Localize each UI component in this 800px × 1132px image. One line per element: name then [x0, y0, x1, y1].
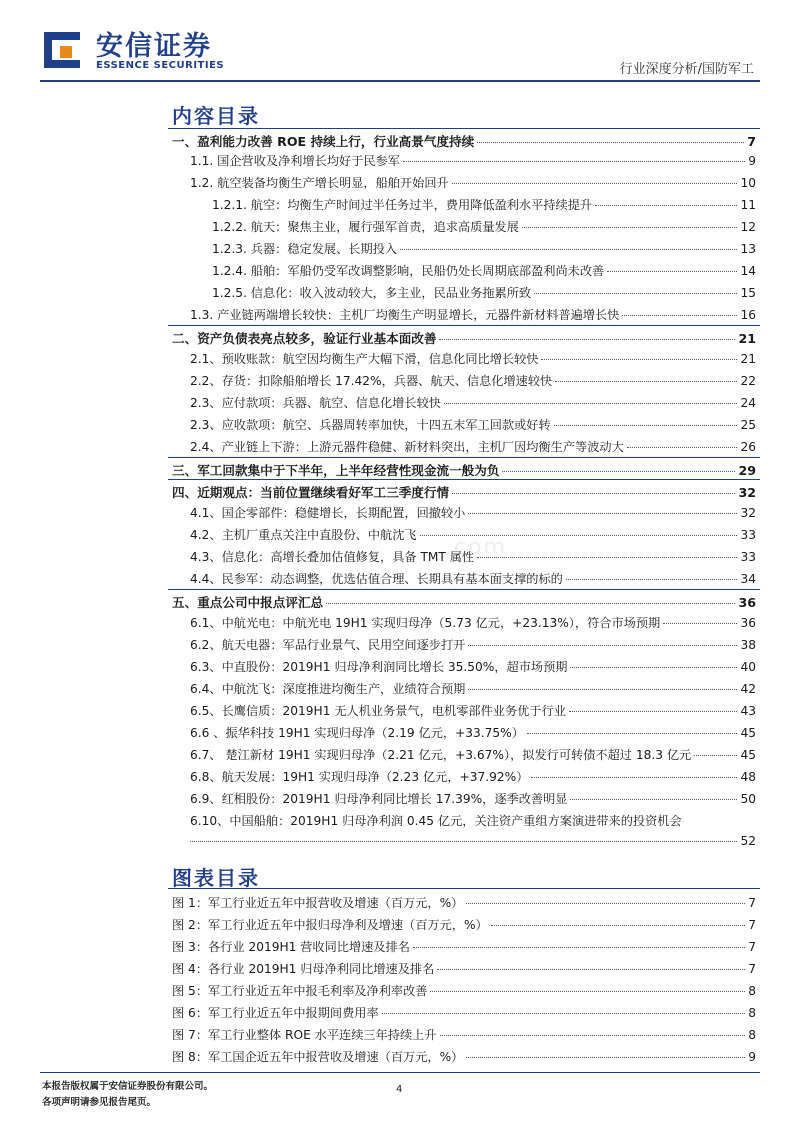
toc-entry-continuation[interactable]: 52 [190, 834, 756, 854]
toc-title: 内容目录 [172, 104, 260, 128]
toc-entry[interactable]: 1.2. 航空装备均衡生产增长明显，船舶开始回升 10 [190, 176, 756, 190]
toc-entry[interactable]: 4.1、国企零部件：稳健增长，长期配置，回撤较小 32 [190, 506, 756, 520]
toc-entry[interactable]: 6.5、长鹰信质：2019H1 无人机业务景气，电机零部件业务优于行业 43 [190, 704, 756, 718]
toc-entry[interactable]: 1.2.2. 航天：聚焦主业，履行强军首责，追求高质量发展 12 [212, 220, 756, 234]
toc-entry[interactable]: 4.4、民参军：动态调整，优选估值合理、长期具有基本面支撑的标的 34 [190, 572, 756, 586]
toc-entry[interactable]: 1.1. 国企营收及净利增长均好于民参军 9 [190, 154, 756, 168]
lof-entry[interactable]: 图 2：军工行业近五年中报归母净利及增速（百万元，%） 7 [172, 918, 756, 932]
toc-entry[interactable]: 2.2、存货：扣除船舶增长 17.42%，兵器、航天、信息化增速较快 22 [190, 374, 756, 388]
lof-divider [168, 888, 760, 889]
toc-divider [168, 479, 760, 480]
toc-entry[interactable]: 2.3、应收款项：航空、兵器周转率加快，十四五末军工回款或好转 25 [190, 418, 756, 432]
toc-entry[interactable]: 6.8、航天发展：19H1 实现归母净（2.23 亿元，+37.92%） 48 [190, 770, 756, 784]
lof-entry[interactable]: 图 1：军工行业近五年中报营收及增速（百万元，%） 7 [172, 896, 756, 910]
lof-entry[interactable]: 图 8：军工国企近五年中报营收及增速（百万元，%） 9 [172, 1050, 756, 1064]
toc-entry[interactable]: 6.1、中航光电：中航光电 19H1 实现归母净（5.73 亿元，+23.13%），符合市场预期 36 [190, 616, 756, 630]
lof-entry[interactable]: 图 6：军工行业近五年中报期间费用率 8 [172, 1006, 756, 1020]
header-divider [40, 80, 760, 82]
toc-entry[interactable]: 1.2.1. 航空：均衡生产时间过半任务过半，费用降低盈利水平持续提升 11 [212, 198, 756, 212]
copyright-notice: 本报告版权属于安信证券股份有限公司。 [42, 1081, 214, 1092]
lof-title: 图表目录 [172, 866, 260, 890]
toc-entry[interactable]: 6.3、中直股份：2019H1 归母净利润同比增长 35.50%，超市场预期 40 [190, 660, 756, 674]
lof-entry[interactable]: 图 3：各行业 2019H1 营收同比增速及排名 7 [172, 940, 756, 954]
toc-divider [168, 457, 760, 458]
lof-entry[interactable]: 图 5：军工行业近五年中报毛利率及净利率改善 8 [172, 984, 756, 998]
toc-entry[interactable]: 三、军工回款集中于下半年，上半年经营性现金流一般为负 29 [172, 463, 756, 478]
toc-entry[interactable]: 6.6 、振华科技 19H1 实现归母净（2.19 亿元，+33.75%） 45 [190, 726, 756, 740]
report-type: 行业深度分析/国防军工 [619, 62, 754, 77]
brand-name-en: ESSENCE SECURITIES [96, 60, 225, 71]
toc-entry[interactable]: 1.2.4. 船舶：军船仍受军改调整影响，民船仍处长周期底部盈利尚未改善 14 [212, 264, 756, 278]
toc-entry[interactable]: 6.10、中国船舶：2019H1 归母净利润 0.45 亿元，关注资产重组方案演进带来的投资机会 [190, 814, 682, 828]
toc-entry[interactable]: 2.4、产业链上下游：上游元器件稳健、新材料突出，主机厂因均衡生产等波动大 26 [190, 440, 756, 454]
page-number: 4 [396, 1084, 403, 1095]
toc-entry[interactable]: 1.2.5. 信息化：收入波动较大，多主业，民品业务拖累所致 15 [212, 286, 756, 300]
toc-entry[interactable]: 1.3. 产业链两端增长较快：主机厂均衡生产明显增长，元器件新材料普遍增长快 16 [190, 308, 756, 322]
lof-entry[interactable]: 图 7：军工行业整体 ROE 水平连续三年持续上升 8 [172, 1028, 756, 1042]
toc-entry[interactable]: 4.3、信息化：高增长叠加估值修复，具备 TMT 属性 33 [190, 550, 756, 564]
toc-entry[interactable]: 一、盈利能力改善 ROE 持续上行，行业高景气度持续 7 [172, 134, 756, 149]
toc-entry[interactable]: 4.2、主机厂重点关注中直股份、中航沈飞 33 [190, 528, 756, 542]
toc-entry[interactable]: 二、资产负债表亮点较多，验证行业基本面改善 21 [172, 331, 756, 346]
toc-entry[interactable]: 6.2、航天电器：军品行业景气、民用空间逐步打开 38 [190, 638, 756, 652]
disclaimer-notice: 各项声明请参见报告尾页。 [42, 1097, 157, 1108]
toc-entry[interactable]: 四、近期观点：当前位置继续看好军工三季度行情 32 [172, 485, 756, 500]
essence-logo-icon [42, 30, 82, 70]
toc-entry[interactable]: 2.1、预收账款：航空因均衡生产大幅下滑，信息化同比增长较快 21 [190, 352, 756, 366]
toc-divider [168, 325, 760, 326]
lof-entry[interactable]: 图 4：各行业 2019H1 归母净利同比增速及排名 7 [172, 962, 756, 976]
toc-entry[interactable]: 1.2.3. 兵器：稳定发展、长期投入 13 [212, 242, 756, 256]
toc-divider [168, 128, 760, 129]
watermark: .com [445, 535, 507, 560]
footer-divider [40, 1072, 760, 1073]
toc-entry[interactable]: 五、重点公司中报点评汇总 36 [172, 595, 756, 610]
toc-divider [168, 589, 760, 590]
toc-entry[interactable]: 6.4、中航沈飞：深度推进均衡生产，业绩符合预期 42 [190, 682, 756, 696]
toc-entry[interactable]: 6.7、 楚江新材 19H1 实现归母净（2.21 亿元，+3.67%），拟发行可转债不超过 18.3 亿元 45 [190, 748, 756, 762]
toc-entry[interactable]: 6.9、红相股份：2019H1 归母净利同比增长 17.39%，逐季改善明显 50 [190, 792, 756, 806]
toc-entry[interactable]: 2.3、应付款项：兵器、航空、信息化增长较快 24 [190, 396, 756, 410]
brand-name-cn: 安信证券 [96, 31, 212, 62]
